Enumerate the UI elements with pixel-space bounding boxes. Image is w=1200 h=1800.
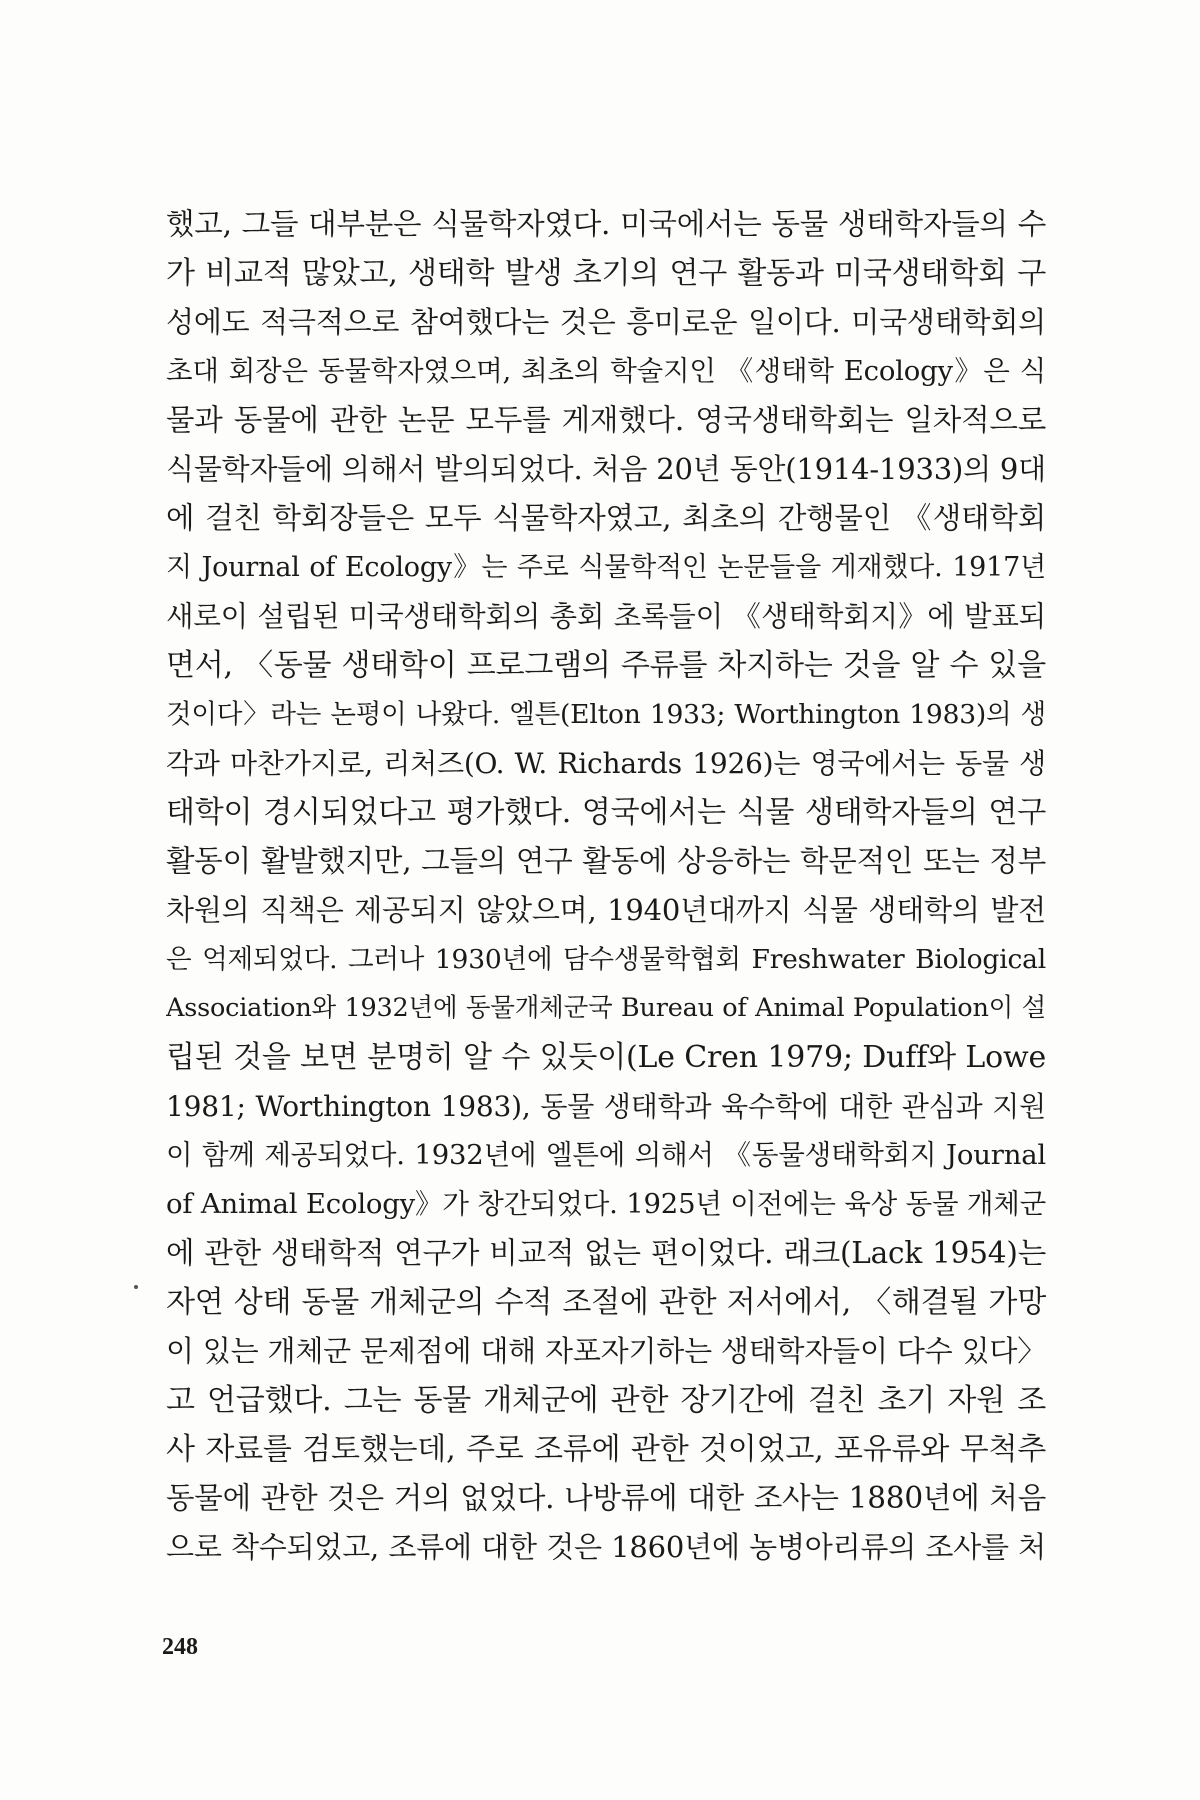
text-line: 에 관한 생태학적 연구가 비교적 없는 편이었다. 래크(Lack 1954)는 [166,1236,1046,1270]
text-line: 초대 회장은 동물학자였으며, 최초의 학술지인 《생태학 Ecology》은 식 [166,355,1046,387]
text-line: 했고, 그들 대부분은 식물학자였다. 미국에서는 동물 생태학자들의 수 [166,207,1046,241]
text-line: 성에도 적극적으로 참여했다는 것은 흥미로운 일이다. 미국생태학회의 [166,305,1046,339]
text-line: 차원의 직책은 제공되지 않았으며, 1940년대까지 식물 생태학의 발전 [166,893,1046,927]
text-line: of Animal Ecology》가 창간되었다. 1925년 이전에는 육상 동물 개체군 [166,1188,1046,1220]
text-line: 것이다〉라는 논평이 나왔다. 엘튼(Elton 1933; Worthington 1983)의 생 [166,699,1046,730]
text-line: 이 함께 제공되었다. 1932년에 엘튼에 의해서 《동물생태학회지 Journal [166,1139,1046,1171]
text-line: 가 비교적 많았고, 생태학 발생 초기의 연구 활동과 미국생태학회 구 [166,256,1046,291]
text-line: 태학이 경시되었다고 평가했다. 영국에서는 식물 생태학자들의 연구 [166,795,1046,830]
text-line: 고 언급했다. 그는 동물 개체군에 관한 장기간에 걸친 초기 자원 조 [166,1383,1046,1418]
text-line: 으로 착수되었고, 조류에 대한 것은 1860년에 농병아리류의 조사를 처 [166,1530,1046,1564]
text-line: 이 있는 개체군 문제점에 대해 자포자기하는 생태학자들이 다수 있다〉 [166,1334,1046,1368]
text-line: 자연 상태 동물 개체군의 수적 조절에 관한 저서에서, 〈해결될 가망 [166,1285,1046,1320]
text-line: 새로이 설립된 미국생태학회의 총회 초록들이 《생태학회지》에 발표되 [166,600,1046,633]
body-text [166,200,1046,1572]
text-line: 사 자료를 검토했는데, 주로 조류에 관한 것이었고, 포유류와 무척추 [166,1432,1046,1467]
text-line: Association와 1932년에 동물개체군국 Bureau of Animal Population이 설 [166,993,1046,1023]
text-line: 면서, 〈동물 생태학이 프로그램의 주류를 차지하는 것을 알 수 있을 [166,648,1046,683]
text-line: 에 걸친 학회장들은 모두 식물학자였고, 최초의 간행물인 《생태학회 [166,501,1046,535]
text-line: 활동이 활발했지만, 그들의 연구 활동에 상응하는 학문적인 또는 정부 [166,844,1046,878]
text-line: 동물에 관한 것은 거의 없었다. 나방류에 대한 조사는 1880년에 처음 [166,1481,1046,1515]
text-line: 식물학자들에 의해서 발의되었다. 처음 20년 동안(1914-1933)의 9대 [166,452,1046,486]
text-line: 1981; Worthington 1983), 동물 생태학과 육수학에 대한 관심과 지원 [166,1090,1046,1123]
text-line: 립된 것을 보면 분명히 알 수 있듯이(Le Cren 1979; Duff와 Lowe [166,1040,1046,1075]
text-line: 각과 마찬가지로, 리처즈(O. W. Richards 1926)는 영국에서는 동물 생 [166,747,1046,780]
text-line: 지 Journal of Ecology》는 주로 식물학적인 논문들을 게재했다. 1917년 [166,552,1046,583]
scan-speck [134,1285,138,1289]
text-line: 물과 동물에 관한 논문 모두를 게재했다. 영국생태학회는 일차적으로 [166,403,1046,437]
page-number: 248 [162,1634,198,1660]
text-line: 은 억제되었다. 그러나 1930년에 담수생물학협회 Freshwater Biological [166,944,1046,975]
